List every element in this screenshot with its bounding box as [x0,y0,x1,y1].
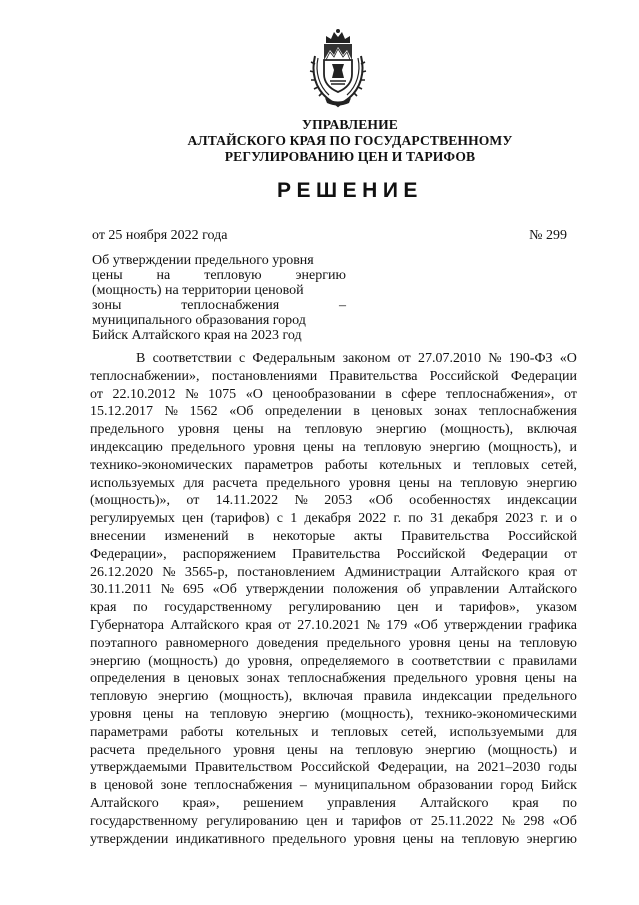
body-word: энергию [429,439,480,455]
body-word: утверждении [90,831,169,847]
body-word: Российской [429,368,499,384]
body-word: от [278,617,292,633]
body-word: правилами [512,653,577,669]
body-word: государственному [90,813,198,829]
subject-word: Об утверждении предельного уровня [92,253,314,268]
body-line [90,421,577,439]
body-word: Федерации, [377,760,448,776]
body-word: уровня [348,475,391,491]
document-subject [92,253,346,343]
body-word: В [136,351,146,366]
body-word: на [341,439,356,455]
body-word: предельного [171,439,246,455]
body-word: утверждении [443,617,523,633]
subject-word: на [156,268,171,283]
body-word: и [311,724,319,740]
subject-line [92,253,346,268]
body-word: годы [548,760,577,776]
body-word: (мощность), [219,689,293,705]
body-word: изменений [164,528,229,544]
body-word: 1075 [208,386,237,402]
body-line [90,813,577,831]
body-word: на [440,831,455,847]
body-word: № [501,813,516,829]
subject-line [92,328,346,343]
body-word: до [225,653,240,669]
body-word: цен [306,813,328,829]
body-word: Российской [396,546,466,562]
body-word: 30.11.2011 [90,582,152,598]
body-word: доведения [256,635,319,651]
body-word: № [366,617,380,633]
body-word: 2022 [358,511,387,527]
body-word: № [185,386,199,402]
body-word: теплоснабжения [287,671,386,687]
body-word: уровня [475,671,518,687]
body-line [90,795,577,813]
body-word: Федеральным [252,351,336,366]
body-word: по [408,511,423,527]
body-word: включая [526,422,577,438]
body-word: для [183,475,205,491]
body-word: 3565-р, [184,564,229,580]
body-word: управлении [429,582,500,598]
body-word: технико-экономических [90,457,233,473]
body-line [90,599,577,617]
body-word: цен [397,600,419,616]
body-word: Бийск [540,778,577,794]
body-line [90,581,577,599]
body-word: теплоснабжении», [90,368,200,384]
subject-line [92,268,346,283]
body-word: цен [182,511,204,527]
body-word: 25.11.2022 [430,813,494,829]
body-word: Российской [507,528,577,544]
body-word: и [453,457,461,473]
body-line [90,350,577,368]
body-word: энергию [376,422,427,438]
body-word: от [564,564,577,580]
body-word: предельного [502,689,577,705]
body-word: Алтайского [170,617,240,633]
body-word: от [186,493,200,509]
body-word: (мощность)», [90,493,171,509]
body-word: постановлением [237,564,336,580]
body-word: акты [353,528,383,544]
body-word: «Об [368,493,393,509]
body-word: ценообразовании [272,386,376,402]
body-word: параметрами [90,724,168,740]
body-word: 26.12.2020 [90,564,153,580]
body-word: края [528,564,555,580]
body-word: тепловую [363,439,422,455]
body-word: тепловых [331,724,389,740]
body-line [90,457,577,475]
body-word: положения [332,582,398,598]
subject-word: энергию [295,268,346,283]
body-word: теплоснабжения [479,404,577,420]
body-line [90,564,577,582]
body-word: используемыми [449,724,544,740]
body-word: на [277,422,292,438]
body-word: тепловую [304,422,363,438]
body-line [90,688,577,706]
body-word: 1562 [189,404,218,420]
body-word: предельного [90,422,165,438]
body-word: 2023 [505,511,534,527]
body-word: тепловую [460,475,518,491]
body-word: цены [399,475,430,491]
body-word: с [238,351,246,366]
body-line [90,670,577,688]
body-word: технико-экономическими [424,706,577,722]
body-word: Алтайского [419,795,489,811]
body-line [90,759,577,777]
body-word: законом [342,351,391,366]
body-line [90,546,577,564]
body-word: «Об [212,582,237,598]
body-word: в [247,528,255,544]
body-word: предельного [393,671,468,687]
subject-line [92,298,346,313]
body-word: равномерного [165,635,249,651]
body-word: энергию [278,706,330,722]
body-word: об [406,582,421,598]
body-word: и [569,742,577,758]
body-word: для [556,724,577,740]
body-word: определяемого [300,653,390,669]
body-word: уровня [408,635,451,651]
body-word: Алтайского [508,582,577,598]
body-word: Федерации», [90,546,167,562]
body-line [90,635,577,653]
body-word: края», [182,795,220,811]
body-word: особенностях [409,493,491,509]
body-word: уровня [353,831,396,847]
body-word: Правительства [401,528,490,544]
body-word: индексацию [90,439,163,455]
body-word: город [500,778,534,794]
body-word: Губернатора [90,617,165,633]
body-word: Алтайского [90,795,159,811]
body-word: образовании [417,778,493,794]
body-line [90,439,577,457]
body-word: уровня, [247,653,293,669]
body-word: (мощность) [487,742,558,758]
body-word: № [160,582,175,598]
body-word: «Об [229,404,254,420]
subject-word: Бийск Алтайского края на 2023 год [92,328,302,343]
document-body [90,350,577,848]
body-word: котельных [235,724,299,740]
body-word: работы [180,724,224,740]
subject-line [92,283,346,298]
body-word: 27.07.2010 [417,351,481,366]
body-word: г. [540,511,549,527]
body-word: индикативного [175,831,265,847]
body-word: Администрации [344,564,442,580]
body-word: «Об [552,813,577,829]
body-word: управления [327,795,396,811]
body-word: Правительства [292,546,381,562]
body-line [90,831,577,849]
org-line: РЕГУЛИРОВАНИЮ ЦЕН И ТАРИФОВ [224,149,476,164]
body-word: предельного [326,635,401,651]
body-word: сфере [401,386,437,402]
body-word: тарифов», [459,600,520,616]
body-word: 27.10.2021 [297,617,361,633]
body-word: 298 [523,813,545,829]
body-word: г. [393,511,402,527]
subject-word: теплоснабжения [181,298,280,313]
body-word: теплоснабжения», [445,386,555,402]
body-word: в [173,671,180,687]
body-line [90,653,577,671]
body-word: (мощность) [148,653,218,669]
body-word: и [335,813,344,829]
body-word: 31 [430,511,445,527]
subject-word: зоны [92,298,122,313]
subject-word: тепловую [204,268,262,283]
body-line [90,724,577,742]
body-word: энергию [158,689,209,705]
body-word: и [555,511,563,527]
body-line [90,475,577,493]
body-word: 1 [290,511,298,527]
body-line [90,528,577,546]
body-line [90,617,577,635]
body-word: ценовых [187,671,239,687]
org-line: УПРАВЛЕНИЕ [302,117,398,132]
body-word: муниципальном [314,778,411,794]
body-word: предельного [272,831,347,847]
body-word: тепловую [461,831,520,847]
body-word: и [435,600,443,616]
body-word: тарифов [351,813,402,829]
body-word: в [397,653,404,669]
body-word: уровня [90,706,132,722]
body-word: 22.10.2012 [112,386,176,402]
subject-word: (мощность) на территории ценовой [92,283,304,298]
body-word: и [569,439,577,455]
body-word: № [162,564,176,580]
body-word: на [563,671,577,687]
body-word: 2021–2030 [477,760,541,776]
body-word: края [245,617,272,633]
body-line [90,742,577,760]
body-word: края [90,600,117,616]
body-word: теплоснабжения [194,778,293,794]
body-line [90,386,577,404]
body-word: соответствии [411,653,491,669]
body-word: ценовой [104,778,154,794]
body-word: Федерации [481,546,548,562]
body-word: Российской [300,760,370,776]
body-word: регулированию [288,600,381,616]
body-word: Правительством [194,760,293,776]
body-word: с [498,653,505,669]
body-word: тепловую [519,635,577,651]
body-word: цены [524,671,556,687]
body-word: края [512,795,539,811]
body-word: правила [363,689,412,705]
body-word: цены [303,439,334,455]
organization-header [100,117,600,165]
body-word: «О [245,386,263,402]
body-word: энергию [526,831,577,847]
body-word: 179 [386,617,408,633]
body-word: цены [142,706,174,722]
body-word: с [276,511,283,527]
body-word: Федерации [510,368,577,384]
body-word: Правительства [329,368,418,384]
body-word: в [90,778,97,794]
body-word: декабря [304,511,352,527]
body-word: «О [559,351,577,366]
body-word: указом [536,600,577,616]
body-word: тепловую [90,689,148,705]
body-word: предельного [147,742,222,758]
body-word: (мощность), [440,422,514,438]
body-word: предельного [266,475,341,491]
body-word: в [385,386,392,402]
body-word: уровня [233,742,275,758]
body-word: тепловых [472,457,530,473]
body-word: 190-ФЗ [508,351,553,366]
body-word: определения [90,671,166,687]
body-word: зонах [434,404,468,420]
body-word: тепловую [355,742,414,758]
body-line [90,706,577,724]
body-line [90,510,577,528]
coat-of-arms-icon [303,26,373,110]
body-word: государственному [164,600,273,616]
body-word: утверждении [245,582,325,598]
body-word: индексации [507,493,577,509]
document-number: № 299 [529,228,567,243]
body-word: регулируемых [90,511,175,527]
body-word: включая [302,689,353,705]
body-word: внесении [90,528,146,544]
body-word: утверждаемыми [90,760,187,776]
subject-word: цены [92,268,123,283]
body-word: определении [265,404,342,420]
body-word: 695 [182,582,204,598]
body-word: расчета [212,475,258,491]
body-word: от [409,813,423,829]
body-word: тепловую [209,706,268,722]
body-word: решением [243,795,304,811]
document-date: от 25 ноября 2022 года [92,228,228,243]
body-word: на [438,475,452,491]
body-word: по [562,795,577,811]
body-word: энергию [425,742,476,758]
body-word: от [564,386,577,402]
body-word: на [455,760,470,776]
body-line [90,777,577,795]
body-word: используемых [90,475,175,491]
body-word: зоне [160,778,187,794]
body-word: о [569,511,577,527]
subject-line [92,313,346,328]
body-word: № [488,351,502,366]
body-word: «Об [413,617,438,633]
body-word: сетей, [541,457,577,473]
body-word: зонах [246,671,280,687]
body-word: от [564,546,577,562]
body-word: на [184,706,199,722]
body-line [90,403,577,421]
subject-word: – [339,298,346,313]
body-word: постановлениями [211,368,318,384]
body-word: от [397,351,411,366]
body-word: графика [528,617,577,633]
body-word: сетей, [400,724,437,740]
body-word: распоряжением [182,546,276,562]
body-word: Алтайского [450,564,520,580]
subject-word: муниципального образования город [92,313,306,328]
body-word: котельных [379,457,442,473]
body-word: уровня [253,439,295,455]
body-word: соответствии [152,351,232,366]
body-word: расчета [90,742,135,758]
body-word: на [329,742,344,758]
body-word: 2053 [324,493,353,509]
body-line [90,492,577,510]
body-line [90,368,577,386]
body-word: – [299,778,307,794]
body-word: энергию [526,475,577,491]
body-word: поэтапного [90,635,158,651]
body-word: регулированию [206,813,299,829]
body-word: работы [324,457,368,473]
body-word: на [497,635,512,651]
body-word: индексации [422,689,493,705]
body-word: 14.11.2022 [215,493,279,509]
body-word: (тарифов) [210,511,270,527]
body-word: по [133,600,148,616]
body-word: № [294,493,308,509]
org-line: АЛТАЙСКОГО КРАЯ ПО ГОСУДАРСТВЕННОМУ [187,133,513,148]
body-word: ценовых [371,404,423,420]
body-word: декабря [451,511,498,527]
body-word: в [353,404,360,420]
body-word: цены [458,635,490,651]
body-word: (мощность), [488,439,562,455]
body-word: некоторые [272,528,336,544]
body-word: параметров [244,457,314,473]
body-word: энергию [90,653,141,669]
body-word: (мощность), [340,706,414,722]
body-word: цены [287,742,318,758]
body-word: 15.12.2017 [90,404,153,420]
document-type-title: РЕШЕНИЕ [277,179,423,202]
body-word: от [90,386,103,402]
body-word: № [164,404,178,420]
body-word: уровня [177,422,220,438]
body-word: цены [233,422,264,438]
body-word: цены [402,831,434,847]
